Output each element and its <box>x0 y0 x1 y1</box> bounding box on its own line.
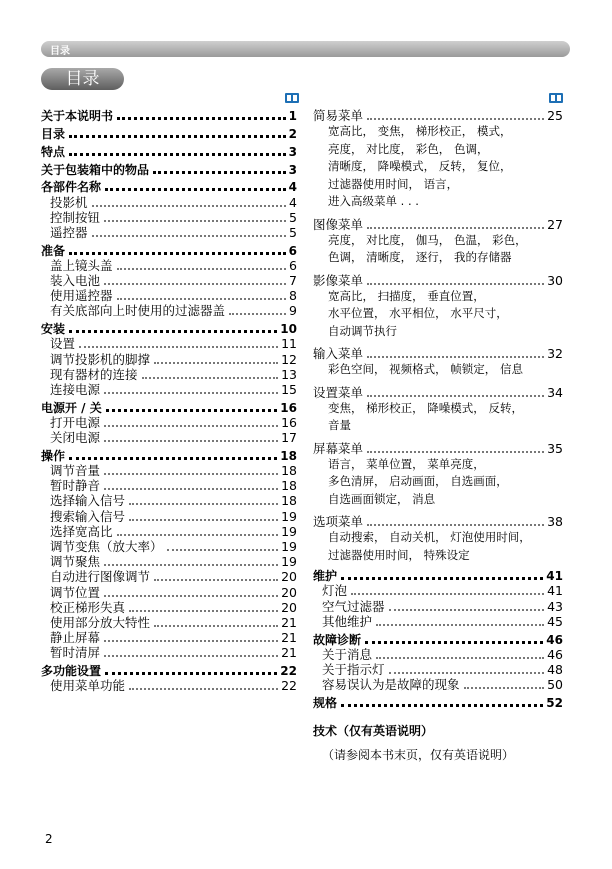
menu-item-line: 彩色空间， 视频格式， 帧锁定， 信息 <box>328 362 523 376</box>
toc-entry[interactable] <box>41 600 297 615</box>
menu-section-entry[interactable] <box>313 385 563 400</box>
toc-page-number: 2 <box>288 126 297 141</box>
menu-item-line: 亮度， 对比度， 伽马， 色温， 彩色， <box>328 232 527 247</box>
toc-entry[interactable] <box>41 508 297 523</box>
dot-leader <box>367 118 544 120</box>
menu-section <box>313 441 563 509</box>
tech-heading: 技术（仅有英语说明） <box>313 723 434 738</box>
menu-section-label: 屏幕菜单 <box>313 440 364 456</box>
toc-page-number: 17 <box>281 430 297 446</box>
dot-leader <box>92 235 287 237</box>
toc-entry[interactable] <box>41 430 297 445</box>
menu-section-label: 影像菜单 <box>313 272 364 288</box>
toc-page-number: 19 <box>281 508 297 524</box>
dot-leader <box>104 440 278 442</box>
toc-entry-label: 遥控器 <box>50 224 88 240</box>
dot-leader <box>104 392 278 394</box>
toc-entry-label: 关于消息 <box>322 646 373 662</box>
toc-page-number: 38 <box>547 514 563 529</box>
menu-section-entry[interactable] <box>313 514 563 529</box>
dot-leader <box>129 688 278 690</box>
menu-section-items <box>313 456 563 509</box>
toc-page-number: 18 <box>281 463 297 479</box>
toc-section-entry[interactable] <box>313 568 563 583</box>
toc-entry[interactable] <box>41 382 297 397</box>
toc-entry[interactable] <box>41 524 297 539</box>
toc-page-number: 46 <box>547 646 563 662</box>
menu-section <box>313 108 563 211</box>
toc-entry-label: 调节投影机的脚撑 <box>50 351 151 367</box>
toc-page-number: 30 <box>547 272 563 288</box>
menu-item-line: 自动搜索， 自动关机， 灯泡使用时间， <box>328 530 531 544</box>
dot-leader <box>105 188 286 191</box>
toc-entry[interactable] <box>41 288 297 303</box>
toc-page-number: 6 <box>288 243 297 258</box>
menu-item-line: 亮度， 对比度， 彩色， 色调， <box>328 141 489 156</box>
toc-page-number: 34 <box>547 384 563 400</box>
dot-leader <box>129 503 278 505</box>
toc-page-number: 3 <box>288 144 297 159</box>
tech-note: （请参阅本书末页，仅有英语说明） <box>322 747 515 762</box>
toc-page-number: 19 <box>281 554 297 570</box>
dot-leader <box>389 609 545 611</box>
toc-entry[interactable] <box>41 210 297 225</box>
dot-leader <box>142 377 279 379</box>
toc-left-column <box>41 108 297 693</box>
dot-leader <box>341 704 543 707</box>
toc-entry[interactable] <box>41 225 297 240</box>
dot-leader <box>229 313 286 315</box>
dot-leader <box>69 153 286 156</box>
toc-section-entry[interactable] <box>41 242 297 257</box>
toc-page-number: 13 <box>281 366 297 382</box>
menu-section <box>313 273 563 341</box>
toc-section-entry[interactable] <box>313 695 563 710</box>
toc-entry-label: 操作 <box>41 448 66 463</box>
section-header-label: 目录 <box>50 46 70 57</box>
menu-item-line: 多色清屏， 启动画面， 自选画面， <box>328 474 508 488</box>
toc-page-number: 18 <box>280 448 297 463</box>
toc-page-number: 50 <box>547 677 563 693</box>
toc-section-entry[interactable] <box>41 179 297 194</box>
toc-entry-label: 关于本说明书 <box>41 109 114 124</box>
toc-entry-label: 关闭电源 <box>50 430 101 446</box>
toc-page-number: 7 <box>289 273 297 289</box>
menu-item-line: 变焦， 梯形校正， 降噪模式， 反转， <box>328 400 523 415</box>
toc-section-entry[interactable] <box>41 321 297 336</box>
menu-section <box>313 385 563 435</box>
toc-entry-label: 有关底部向上时使用的过滤器盖 <box>50 303 226 319</box>
toc-entry-label: 调节音量 <box>50 463 101 479</box>
toc-entry[interactable] <box>313 598 563 613</box>
toc-page-number: 43 <box>547 598 563 614</box>
dot-leader <box>105 672 277 675</box>
toc-entry-label: 电源开 / 关 <box>41 400 102 415</box>
toc-page-number: 41 <box>546 569 563 584</box>
toc-entry-label: 故障诊断 <box>313 632 362 647</box>
dot-leader <box>104 425 278 427</box>
menu-section-items <box>313 361 563 379</box>
toc-page-number: 3 <box>288 162 297 177</box>
toc-section-entry[interactable] <box>41 400 297 415</box>
toc-entry-label: 选择宽高比 <box>50 523 113 539</box>
menu-section-label: 简易菜单 <box>313 108 364 123</box>
book-icon <box>285 93 299 103</box>
menu-item-line: 色调， 清晰度， 逐行， 我的存储器 <box>328 250 512 264</box>
dot-leader <box>92 205 287 207</box>
toc-entry-label: 现有器材的连接 <box>50 366 138 382</box>
toc-page-number: 16 <box>281 414 297 430</box>
menu-section-entry[interactable] <box>313 441 563 456</box>
toc-entry-label: 装入电池 <box>50 273 101 289</box>
toc-entry-label: 调节变焦（放大率） <box>50 539 163 554</box>
toc-page-number: 6 <box>289 257 297 273</box>
menu-section-items <box>313 400 563 435</box>
toc-entry[interactable] <box>41 273 297 288</box>
dot-leader <box>367 524 544 526</box>
toc-entry-label: 自动进行图像调节 <box>50 569 151 585</box>
menu-section-entry[interactable] <box>313 108 563 123</box>
menu-section-label: 输入菜单 <box>313 346 364 361</box>
toc-entry[interactable] <box>41 194 297 209</box>
dot-leader <box>167 549 279 551</box>
toc-page-number: 45 <box>547 613 563 629</box>
toc-entry[interactable] <box>41 539 297 554</box>
toc-page-number: 12 <box>281 351 297 367</box>
dot-leader <box>367 227 544 229</box>
dot-leader <box>69 457 277 460</box>
toc-entry-label: 暂时静音 <box>50 478 101 494</box>
menu-item-line: 自选画面锁定， 消息 <box>328 491 436 506</box>
toc-page-number: 4 <box>288 180 297 195</box>
dot-leader <box>69 252 286 255</box>
toc-entry-label: 空气过滤器 <box>322 598 385 614</box>
dot-leader <box>104 655 278 657</box>
toc-entry[interactable] <box>313 647 563 662</box>
menu-item-line: 过滤器使用时间， 语言， <box>328 176 459 191</box>
toc-page-number: 15 <box>281 381 297 397</box>
toc-entry-label: 调节聚焦 <box>50 554 101 570</box>
menu-section-items <box>313 232 563 267</box>
toc-entry[interactable] <box>41 630 297 645</box>
toc-entry-label: 盖上镜头盖 <box>50 257 113 273</box>
toc-entry[interactable] <box>41 478 297 493</box>
toc-page-number: 21 <box>281 630 297 646</box>
toc-page-number: 20 <box>281 599 297 615</box>
toc-page-number: 19 <box>281 539 297 554</box>
toc-right-column <box>313 108 563 763</box>
toc-page-number: 22 <box>281 678 297 694</box>
menu-item-line: 过滤器使用时间， 特殊设定 <box>328 547 470 562</box>
menu-item-line: 清晰度， 降噪模式， 反转， 复位， <box>328 159 512 173</box>
toc-entry-label: 校正梯形失真 <box>50 599 126 615</box>
toc-page-number: 4 <box>289 194 297 210</box>
dot-leader <box>104 640 278 642</box>
toc-entry[interactable] <box>41 336 297 351</box>
toc-page-number: 35 <box>547 440 563 456</box>
toc-entry[interactable] <box>41 367 297 382</box>
menu-section-label: 选项菜单 <box>313 514 364 529</box>
toc-entry-label: 规格 <box>313 695 338 710</box>
dot-leader <box>69 330 277 333</box>
toc-entry-label: 关于指示灯 <box>322 661 385 677</box>
toc-page-number: 41 <box>547 583 563 599</box>
toc-entry[interactable] <box>41 258 297 273</box>
dot-leader <box>367 395 544 397</box>
toc-entry-label: 多功能设置 <box>41 664 102 679</box>
toc-entry-label: 安装 <box>41 322 66 337</box>
dot-leader <box>376 624 544 626</box>
toc-entry-label: 打开电源 <box>50 414 101 430</box>
toc-entry[interactable] <box>41 493 297 508</box>
toc-page-number: 25 <box>547 108 563 123</box>
menu-item-line: 语言， 菜单位置， 菜单亮度， <box>328 456 485 471</box>
dot-leader <box>464 687 545 689</box>
toc-entry[interactable] <box>41 351 297 366</box>
toc-section-entry[interactable] <box>41 663 297 678</box>
toc-entry-label: 准备 <box>41 243 66 258</box>
toc-entry[interactable] <box>313 662 563 677</box>
toc-entry-label: 其他维护 <box>322 613 373 629</box>
dot-leader <box>117 534 279 536</box>
dot-leader <box>117 117 286 120</box>
menu-section-entry[interactable] <box>313 273 563 288</box>
toc-page-number: 21 <box>281 614 297 630</box>
toc-page-number: 27 <box>547 216 563 232</box>
dot-leader <box>351 593 544 595</box>
toc-page-number: 18 <box>281 493 297 509</box>
toc-entry[interactable] <box>313 614 563 629</box>
toc-entry-label: 使用菜单功能 <box>50 678 126 694</box>
dot-leader <box>79 346 278 348</box>
toc-entry-label: 设置 <box>50 336 76 352</box>
toc-entry[interactable] <box>41 554 297 569</box>
toc-entry[interactable] <box>313 583 563 598</box>
toc-section-entry[interactable] <box>41 448 297 463</box>
toc-page-number: 46 <box>546 632 563 647</box>
toc-section-entry[interactable] <box>41 144 297 159</box>
dot-leader <box>104 220 286 222</box>
toc-page-number: 1 <box>288 109 297 124</box>
toc-page-number: 32 <box>547 346 563 361</box>
book-icon <box>549 93 563 103</box>
menu-section-label: 设置菜单 <box>313 384 364 400</box>
menu-section <box>313 514 563 564</box>
dot-leader <box>104 283 286 285</box>
dot-leader <box>104 488 278 490</box>
toc-entry-label: 特点 <box>41 144 66 159</box>
dot-leader <box>117 268 287 270</box>
dot-leader <box>367 356 544 358</box>
menu-item-line: 水平位置， 水平相位， 水平尺寸， <box>328 306 508 320</box>
menu-section-items <box>313 529 563 564</box>
menu-item-line: 自动调节执行 <box>328 323 397 338</box>
toc-page-number: 22 <box>280 664 297 679</box>
toc-page-number: 21 <box>281 645 297 661</box>
toc-page-number: 19 <box>281 523 297 539</box>
dot-leader <box>154 362 278 364</box>
dot-leader <box>154 579 278 581</box>
toc-entry-label: 调节位置 <box>50 584 101 600</box>
toc-entry-label: 静止屏幕 <box>50 630 101 646</box>
menu-section-items <box>313 288 563 341</box>
dot-leader <box>104 595 278 597</box>
toc-page-number: 5 <box>289 209 297 225</box>
toc-entry-label: 暂时清屏 <box>50 645 101 661</box>
menu-item-line: 宽高比， 扫描度， 垂直位置， <box>328 288 485 303</box>
toc-entry[interactable] <box>41 678 297 693</box>
dot-leader <box>104 473 278 475</box>
toc-entry[interactable] <box>41 569 297 584</box>
dot-leader <box>129 610 278 612</box>
toc-entry-label: 目录 <box>41 126 66 141</box>
toc-entry[interactable] <box>41 584 297 599</box>
dot-leader <box>389 672 545 674</box>
dot-leader <box>341 577 543 580</box>
toc-entry-label: 投影机 <box>50 194 88 210</box>
dot-leader <box>153 171 286 174</box>
toc-entry-label: 选择输入信号 <box>50 493 126 509</box>
toc-section-entry[interactable] <box>41 126 297 141</box>
toc-entry-label: 连接电源 <box>50 381 101 397</box>
toc-entry-label: 各部件名称 <box>41 180 102 195</box>
toc-section-entry[interactable] <box>313 631 563 646</box>
menu-item-line: 宽高比， 变焦， 梯形校正， 模式， <box>328 124 512 138</box>
dot-leader <box>367 451 544 453</box>
menu-section-entry[interactable] <box>313 346 563 361</box>
toc-entry-label: 使用遥控器 <box>50 288 113 304</box>
toc-entry[interactable] <box>313 677 563 692</box>
dot-leader <box>129 519 278 521</box>
menu-section <box>313 346 563 379</box>
toc-entry-label: 控制按钮 <box>50 209 101 225</box>
toc-page-number: 20 <box>281 584 297 600</box>
toc-page-number: 11 <box>281 336 297 352</box>
toc-page-number: 20 <box>281 569 297 585</box>
toc-entry[interactable] <box>41 645 297 660</box>
toc-entry[interactable] <box>41 415 297 430</box>
dot-leader <box>154 625 278 627</box>
toc-page-number: 16 <box>280 400 297 415</box>
toc-page-number: 10 <box>280 322 297 337</box>
dot-leader <box>367 283 544 285</box>
page-number: 2 <box>45 832 53 846</box>
toc-page-number: 8 <box>289 288 297 304</box>
toc-section-entry[interactable] <box>41 108 297 123</box>
dot-leader <box>376 657 544 659</box>
toc-entry-label: 容易误认为是故障的现象 <box>322 677 460 693</box>
dot-leader <box>69 135 286 138</box>
toc-entry[interactable] <box>41 615 297 630</box>
toc-entry[interactable] <box>41 303 297 318</box>
toc-entry[interactable] <box>41 463 297 478</box>
toc-entry-label: 关于包装箱中的物品 <box>41 162 150 177</box>
menu-item-line: 进入高级菜单 . . . <box>328 194 419 208</box>
menu-section-entry[interactable] <box>313 217 563 232</box>
toc-entry-label: 搜索输入信号 <box>50 508 126 524</box>
dot-leader <box>365 641 543 644</box>
dot-leader <box>106 409 278 412</box>
dot-leader <box>104 564 278 566</box>
toc-section-entry[interactable] <box>41 161 297 176</box>
toc-entry-label: 灯泡 <box>322 583 348 599</box>
toc-page-number: 52 <box>546 695 563 710</box>
section-header-bar <box>41 41 570 57</box>
menu-section-items <box>313 123 563 211</box>
menu-item-line: 音量 <box>328 418 351 432</box>
page-title: 目录 <box>41 68 124 90</box>
toc-page-number: 18 <box>281 478 297 494</box>
menu-section-label: 图像菜单 <box>313 216 364 232</box>
toc-entry-label: 维护 <box>313 569 338 584</box>
toc-page-number: 9 <box>289 303 297 319</box>
toc-entry-label: 使用部分放大特性 <box>50 614 151 630</box>
menu-section <box>313 217 563 267</box>
toc-page-number: 5 <box>289 224 297 240</box>
toc-page-number: 48 <box>547 661 563 677</box>
dot-leader <box>117 298 287 300</box>
